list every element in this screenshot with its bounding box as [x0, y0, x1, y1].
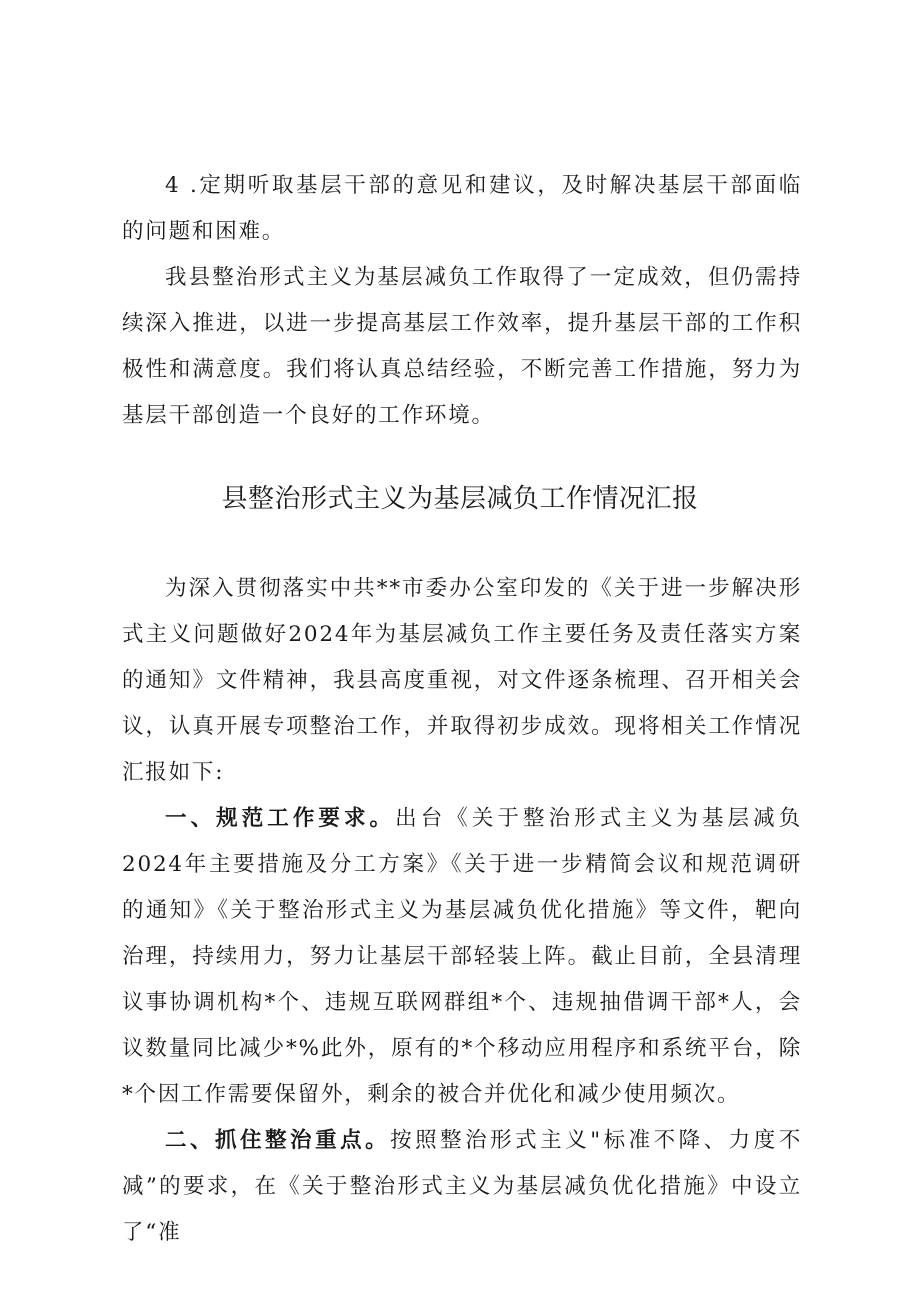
summary-paragraph: 我县整治形式主义为基层减负工作取得了一定成效，但仍需持续深入推进，以进一步提高基层工作效率，提升基层干部的工作积极性和满意度。我们将认真总结经验，不断完善工作措施，努力为基层干部创造一个良好的工作环境。: [122, 265, 802, 428]
section-2-body: 按照整治形式主义"标准不降、力度不减”的要求，在《关于整治形式主义为基层减负优化措施》中设立了“准: [122, 1128, 802, 1245]
item-4-paragraph: 4 .定期听取基层干部的意见和建议，及时解决基层干部面临的问题和困难。: [122, 173, 802, 244]
report-title: 县整治形式主义为基层减负工作情况汇报: [221, 484, 699, 514]
report-body: [122, 566, 802, 1256]
section-1-heading: 一、规范工作要求。: [165, 806, 396, 831]
intro-paragraph: 为深入贯彻落实中共**市委办公室印发的《关于进一步解决形式主义问题做好2024年为基层减负工作主要任务及责任落实方案的通知》文件精神，我县高度重视，对文件逐条梳理、召开相关会议，认真开展专项整治工作，并取得初步成效。现将相关工作情况汇报如下:: [122, 576, 802, 785]
top-section: [122, 163, 802, 439]
section-1-paragraph: [122, 796, 802, 1118]
section-2-paragraph: [122, 1118, 802, 1256]
section-1-body: 出台《关于整治形式主义为基层减负2024年主要措施及分工方案》《关于进一步精简会议和规范调研的通知》《关于整治形式主义为基层减负优化措施》等文件，靶向治理，持续用力，努力让基层干部轻装上阵。截止目前，全县清理议事协调机构*个、违规互联网群组*个、违规抽借调干部*人，会议数量同比减少*%此外，原有的*个移动应用程序和系统平台，除*个因工作需要保留外，剩余的被合并优化和减少使用频次。: [122, 806, 802, 1107]
section-2-heading: 二、抓住整治重点。: [165, 1128, 391, 1153]
